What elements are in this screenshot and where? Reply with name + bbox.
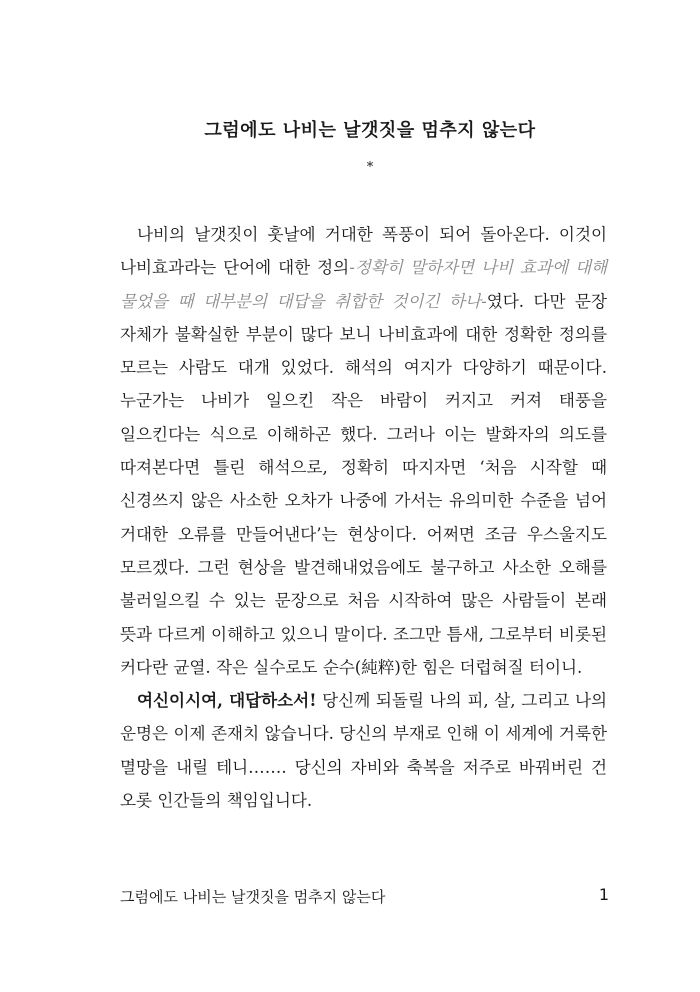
- paragraph-1-text-b: 였다. 다만 문장 자체가 불확실한 부분이 많다 보니 나비효과에 대한 정확한 정의를 모르는 사람도 대개 있었다. 해석의 여지가 다양하기 때문이다. 누군가는 나비가 일으킨 작은 바람이 커지고 커져 태풍을 일으킨다는 식으로 이해하곤 했다. 그러나 이는 발화자의 의도를 따져본다면 틀린 해석으로, 정확히 따지자면 ‘처음 시작할 때 신경쓰지 않은 사소한 오차가 나중에 가서는 유의미한 수준을 넘어 거대한 오류를 만들어낸다’는 현상이다. 어쩌면 조금 우스울지도 모르겠다. 그런 현상을 발견해내었음에도 불구하고 사소한 오해를 불러일으킬 수 있는 문장으로 처음 시작하여 많은 사람들이 본래 뜻과 다르게 이해하고 있으니 말이다. 조그만 틈새, 그로부터 비롯된 커다란 균열. 작은 실수로도 순수(純粹)한 힘은 더럽혀질 터이니.: [120, 291, 607, 677]
- paragraph-1-italic-aside: -정확히 말하자면 나비 효과에 대해 물었을 때 대부분의 대답을 취합한 것이긴 하나-: [120, 258, 607, 311]
- footer-running-title: 그럼에도 나비는 날갯짓을 멈추지 않는다: [120, 888, 386, 906]
- paragraph-2-bold-exclamation: 여신이시여, 대답하소서!: [137, 690, 317, 711]
- page-number: 1: [598, 885, 609, 904]
- section-separator: *: [366, 160, 374, 175]
- paragraph-2: [120, 684, 607, 817]
- paragraph-1: [120, 218, 607, 684]
- paragraph-2-text: 당신께 되돌릴 나의 피, 살, 그리고 나의 운명은 이제 존재치 않습니다. 당신의 부재로 인해 이 세계에 거룩한 멸망을 내릴 테니……. 당신의 자비와 축복을 저주로 바꿔버린 건 오롯 인간들의 책임입니다.: [120, 691, 608, 811]
- body-text: [120, 218, 607, 817]
- page-title: 그럼에도 나비는 날갯짓을 멈추지 않는다: [204, 120, 536, 141]
- paragraph-1-text-a: 나비의 날갯짓이 훗날에 거대한 폭풍이 되어 돌아온다. 이것이 나비효과라는 단어에 대한 정의: [120, 225, 607, 278]
